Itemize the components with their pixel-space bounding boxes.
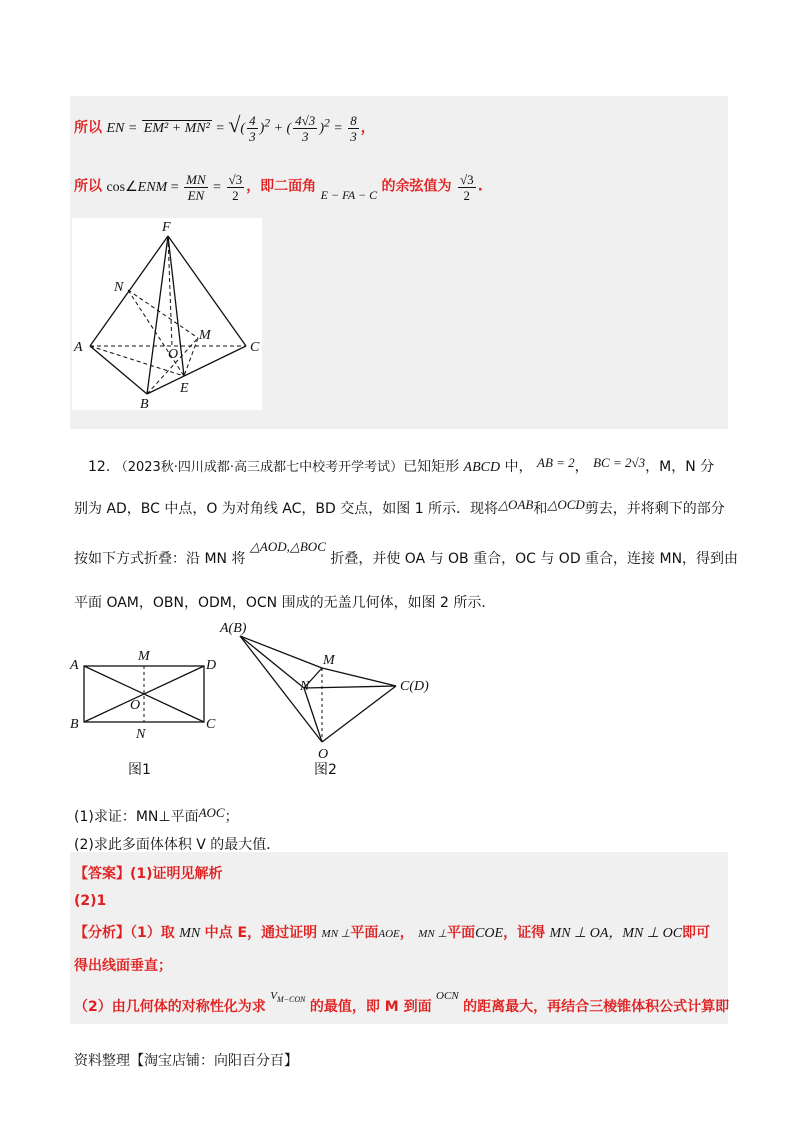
fig1-label-A: A [70,658,79,673]
label-N: N [114,280,124,295]
answer-line-1: 【答案】(1)证明见解析 [74,866,223,882]
fig1-label-N: N [136,727,146,742]
pyramid-figure-svg [72,218,262,410]
analysis-line-1: 【分析】（1）取 MN 中点 E，通过证明 MN ⊥平面AOE， MN ⊥平面COE，证得 MN ⊥ OA，MN ⊥ OC即可 [74,925,711,941]
footer-note: 资料整理【淘宝店铺：向阳百分百】 [74,1053,298,1069]
fig1-label-B: B [70,717,79,732]
analysis-line-3: （2）由几何体的对称性化为求 $^{V_{M-CON}}$ 的最值，即 M 到面 $^{OCN}$ 的距离最大，再结合三棱锥体积公式计算即 [74,990,730,1015]
label-B: B [140,397,149,410]
question-line-4: 平面 OAM，OBN，ODM，OCN 围成的无盖几何体，如图 2 所示． [74,595,496,611]
fig1-label-M: M [138,649,150,664]
question-line-2: 别为 AD，BC 中点，O 为对角线 AC，BD 交点，如图 1 所示．现将△OAB和△OCD剪去，并将剩下的部分 [74,497,725,517]
figure-1-svg [64,644,234,784]
fig2-label-M: M [323,653,335,668]
question-part-1: (1)求证：MN⊥平面AOC； [74,805,239,825]
label-O: O [168,347,179,362]
fig1-caption: 图1 [128,762,151,778]
fig1-label-C: C [206,717,216,732]
en-formula: EN = EM² + MN² = √( $\frac{4}{3}$ )$^2$ + ( $\frac{4√3}{3}$ )$^2$ = $\frac{8}{3}$ [106,112,357,145]
figure-2 [218,614,448,784]
analysis-line-2: 得出线面垂直； [74,958,172,974]
solution-line-en: 所以 EN = EM² + MN² = √( $\frac{4}{3}$ )$^2$ + ( $\frac{4√3}{3}$ )$^2$ = $\frac{8}{3}$ ， [74,112,375,145]
pyramid-figure [72,218,262,410]
question-line-3: 按如下方式折叠：沿 MN 将 △AOD,△BOC 折叠，并使 OA 与 OB 重合，OC 与 OD 重合，连接 MN，得到由 [74,539,739,567]
fig2-caption: 图2 [314,762,337,778]
dihedral-angle-name: E − FA − C [320,187,378,202]
figure-1 [64,644,234,784]
answer-line-2: (2)1 [74,893,107,909]
question-line-1: 12. （2023秋·四川成都·高三成都七中校考开学考试）已知矩形 ABCD 中， AB = 2， BC = 2√3，M，N 分 [88,455,715,475]
fig1-label-D: D [206,658,217,673]
fig2-label-O: O [318,747,329,762]
question-part-2: (2)求此多面体体积 V 的最大值． [74,837,281,853]
figure-2-svg [218,614,448,784]
solution-line-cos: 所以 cos∠ENM = $\frac{MN}{EN}$ = $\frac{√3}{2}$ ，即二面角 E − FA − C 的余弦值为 $\frac{√3}{2}$ . [74,172,483,203]
label-A: A [74,340,83,355]
fig2-label-N: N [300,679,310,694]
label-F: F [162,220,171,235]
label-E: E [180,381,189,396]
cos-formula: cos∠ENM = $\frac{MN}{EN}$ = $\frac{√3}{2}$ [106,172,243,203]
fig1-label-O: O [130,698,141,713]
label-C: C [250,340,260,355]
fig2-label-AB: A(B) [220,621,247,636]
label-M: M [199,328,211,343]
cos-value: $\frac{√3}{2}$ [459,172,474,203]
fig2-label-CD: C(D) [400,679,429,694]
